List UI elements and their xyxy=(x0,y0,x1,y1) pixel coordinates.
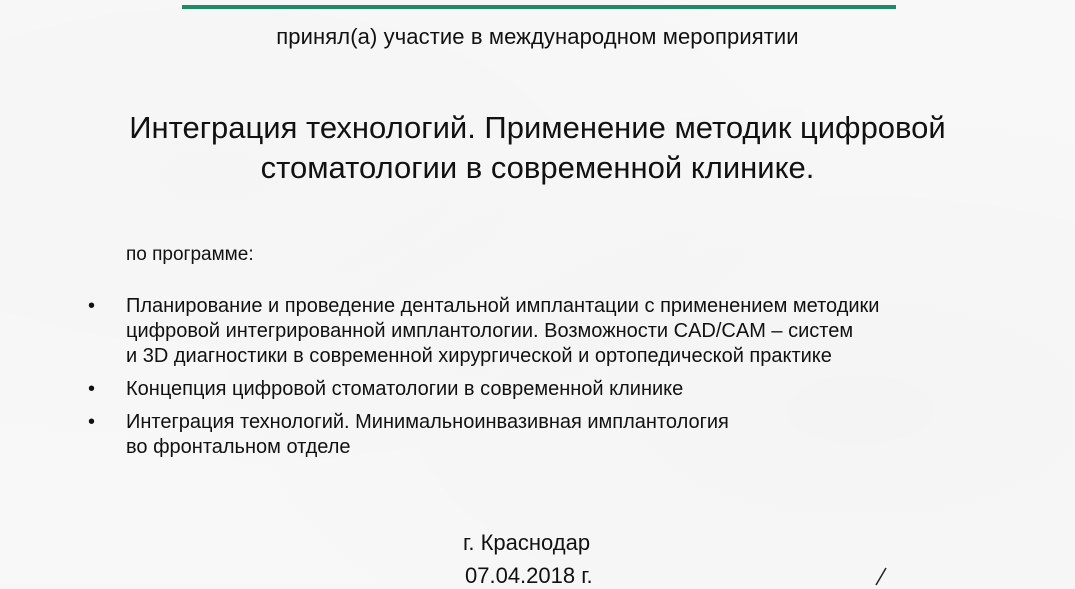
event-title xyxy=(0,108,1075,188)
event-title-line: Интеграция технологий. Применение методик цифровой xyxy=(129,110,946,145)
program-item-line: и 3D диагностики в современной хирургической и ортопедической практике xyxy=(126,345,832,367)
bullet-icon: • xyxy=(88,378,96,400)
program-list xyxy=(88,294,1018,468)
program-label: по программе: xyxy=(126,244,254,265)
event-title-line: стоматологии в современной клинике. xyxy=(260,150,815,185)
program-item xyxy=(88,294,1018,369)
bullet-icon: • xyxy=(88,295,96,317)
date-label: 07.04.2018 г. xyxy=(465,563,593,588)
program-item-text xyxy=(126,410,1018,460)
program-item-line: Концепция цифровой стоматологии в современной клинике xyxy=(126,378,684,400)
signature-mark-icon xyxy=(870,566,890,586)
participation-statement: принял(а) участие в международном мероприятии xyxy=(276,24,799,49)
program-item-line: Интеграция технологий. Минимальноинвазивная имплантология xyxy=(126,411,729,433)
program-item-line: Планирование и проведение дентальной имплантации с применением методики xyxy=(126,295,880,317)
program-item xyxy=(88,377,1018,402)
top-accent-rule xyxy=(182,5,896,9)
program-item-text xyxy=(126,377,1018,402)
program-item-line: во фронтальном отделе xyxy=(126,436,351,458)
program-item-line: цифровой интегрированной имплантологии. Возможности CAD/CAM – систем xyxy=(126,320,854,342)
bullet-icon: • xyxy=(88,411,96,433)
program-item xyxy=(88,410,1018,460)
city-label: г. Краснодар xyxy=(463,530,591,555)
program-item-text xyxy=(126,294,1018,369)
